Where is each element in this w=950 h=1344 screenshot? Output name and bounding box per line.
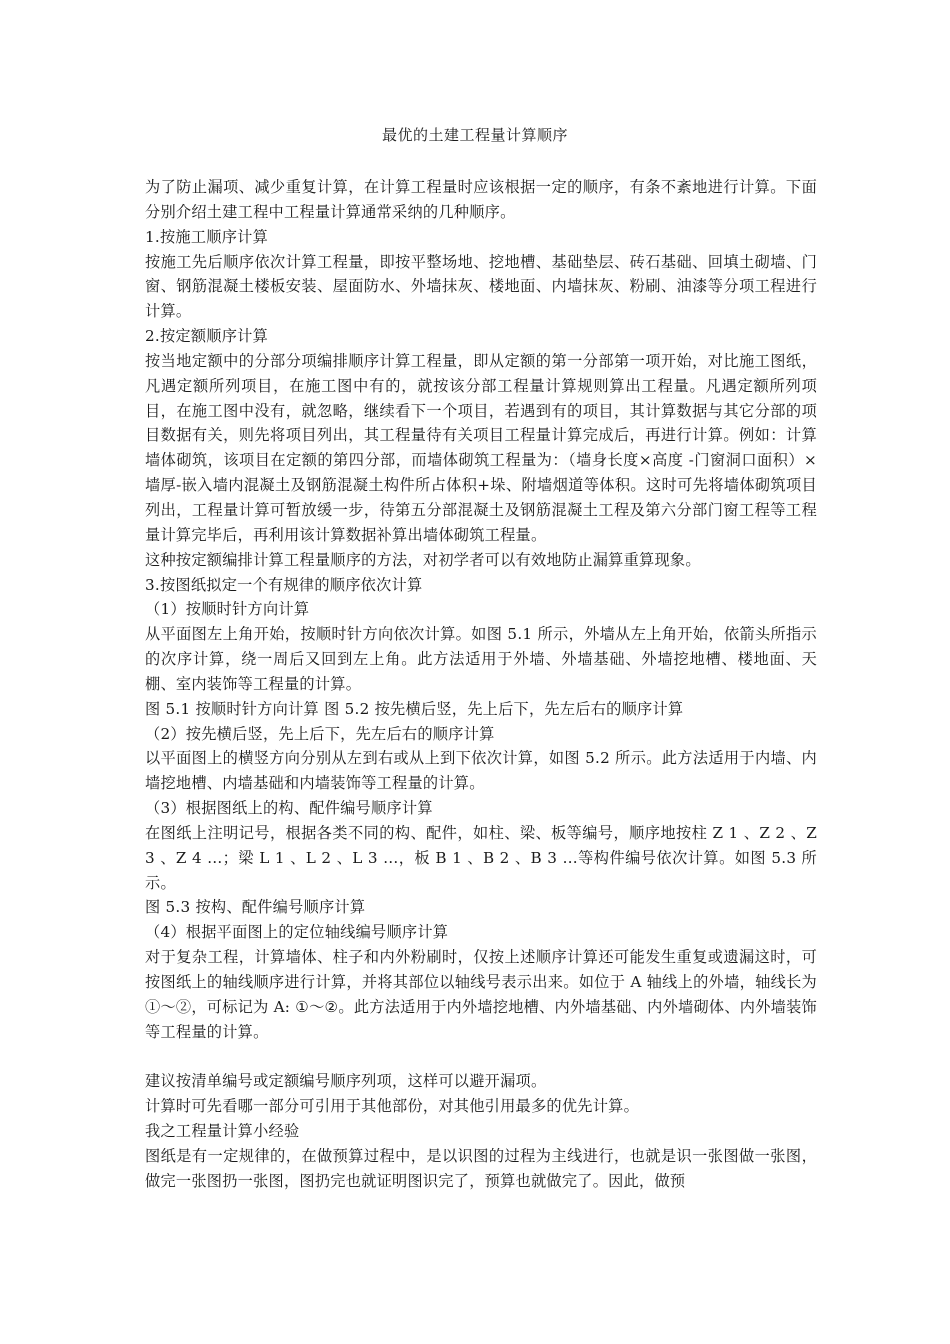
subsection-heading-1: （1）按顺时针方向计算 (145, 600, 310, 619)
subsection-3-paragraph: 在图纸上注明记号，根据各类不同的构、配件，如柱、梁、板等编号，顺序地按柱 Z 1 、Z 2 、Z 3 、Z 4 …；梁 L 1 、L 2 、L 3 …，板 B 1 、B 2 、B 3 …等构件编号依次计算。如图 5.3 所示。 (145, 823, 817, 892)
figure-caption-5-1-5-2: 图 5.1 按顺时针方向计算 图 5.2 按先横后竖，先上后下，先左后右的顺序计算 (145, 699, 684, 718)
subsection-4-paragraph: 对于复杂工程，计算墙体、柱子和内外粉刷时，仅按上述顺序计算还可能发生重复或遗漏这时，可按图纸上的轴线顺序进行计算，并将其部位以轴线号表示出来。如位于 A 轴线上的外墙，轴线长为①～②，可标记为 A: ①～②。此方法适用于内外墙挖地槽、内外墙基础、内外墙砌体、内外墙装饰等工程量的计算。 (145, 948, 817, 1041)
experience-heading: 我之工程量计算小经验 (145, 1122, 300, 1141)
section-2-summary: 这种按定额编排计算工程量顺序的方法，对初学者可以有效地防止漏算重算现象。 (145, 550, 701, 569)
section-heading-3: 3.按图纸拟定一个有规律的顺序依次计算 (145, 575, 423, 594)
suggestion-paragraph-1: 建议按清单编号或定额编号顺序列项，这样可以避开漏项。 (145, 1072, 547, 1091)
intro-paragraph: 为了防止漏项、减少重复计算，在计算工程量时应该根据一定的顺序，有条不紊地进行计算。下面分别介绍土建工程中工程量计算通常采纳的几种顺序。 (145, 178, 817, 221)
section-1-paragraph: 按施工先后顺序依次计算工程量，即按平整场地、挖地槽、基础垫层、砖石基础、回填土砌墙、门窗、钢筋混凝土楼板安装、屋面防水、外墙抹灰、楼地面、内墙抹灰、粉刷、油漆等分项工程进行计算。 (145, 252, 817, 321)
document-title: 最优的土建工程量计算顺序 (381, 126, 568, 144)
section-heading-2: 2.按定额顺序计算 (145, 327, 269, 346)
blank-line (145, 1045, 817, 1070)
experience-paragraph: 图纸是有一定规律的，在做预算过程中，是以识图的过程为主线进行，也就是识一张图做一张图，做完一张图扔一张图，图扔完也就证明图识完了，预算也就做完了。因此，做预 (145, 1146, 817, 1190)
document-body (145, 175, 817, 1194)
subsection-1-paragraph: 从平面图左上角开始，按顺时针方向依次计算。如图 5.1 所示，外墙从左上角开始，依箭头所指示的次序计算，绕一周后又回到左上角。此方法适用于外墙、外墙基础、外墙挖地槽、楼地面、天棚、室内装饰等工程量的计算。 (145, 625, 817, 693)
suggestion-paragraph-2: 计算时可先看哪一部分可引用于其他部份，对其他引用最多的优先计算。 (145, 1097, 639, 1116)
section-2-paragraph: 按当地定额中的分部分项编排顺序计算工程量，即从定额的第一分部第一项开始，对比施工图纸，凡遇定额所列项目，在施工图中有的，就按该分部工程量计算规则算出工程量。凡遇定额所列项目，在施工图中没有，就忽略，继续看下一个项目，若遇到有的项目，其计算数据与其它分部的项目数据有关，则先将项目列出，其工程量待有关项目工程量计算完成后，再进行计算。例如：计算墙体砌筑，该项目在定额的第四分部，而墙体砌筑工程量为：（墙身长度×高度 -门窗洞口面积）×墙厚-嵌入墙内混凝土及钢筋混凝土构件所占体积+垛、附墙烟道等体积。这时可先将墙体砌筑项目列出，工程量计算可暂放缓一步，待第五分部混凝土及钢筋混凝土工程及第六分部门窗工程等工程量计算完毕后，再利用该计算数据补算出墙体砌筑工程量。 (145, 351, 817, 544)
subsection-2-paragraph: 以平面图上的横竖方向分别从左到右或从上到下依次计算，如图 5.2 所示。此方法适用于内墙、内墙挖地槽、内墙基础和内墙装饰等工程量的计算。 (145, 749, 817, 793)
section-heading-1: 1.按施工顺序计算 (145, 227, 269, 246)
subsection-heading-2: （2）按先横后竖，先上后下，先左后右的顺序计算 (145, 724, 495, 743)
subsection-heading-3: （3）根据图纸上的构、配件编号顺序计算 (145, 799, 433, 818)
subsection-heading-4: （4）根据平面图上的定位轴线编号顺序计算 (145, 923, 449, 942)
figure-caption-5-3: 图 5.3 按构、配件编号顺序计算 (145, 898, 366, 917)
